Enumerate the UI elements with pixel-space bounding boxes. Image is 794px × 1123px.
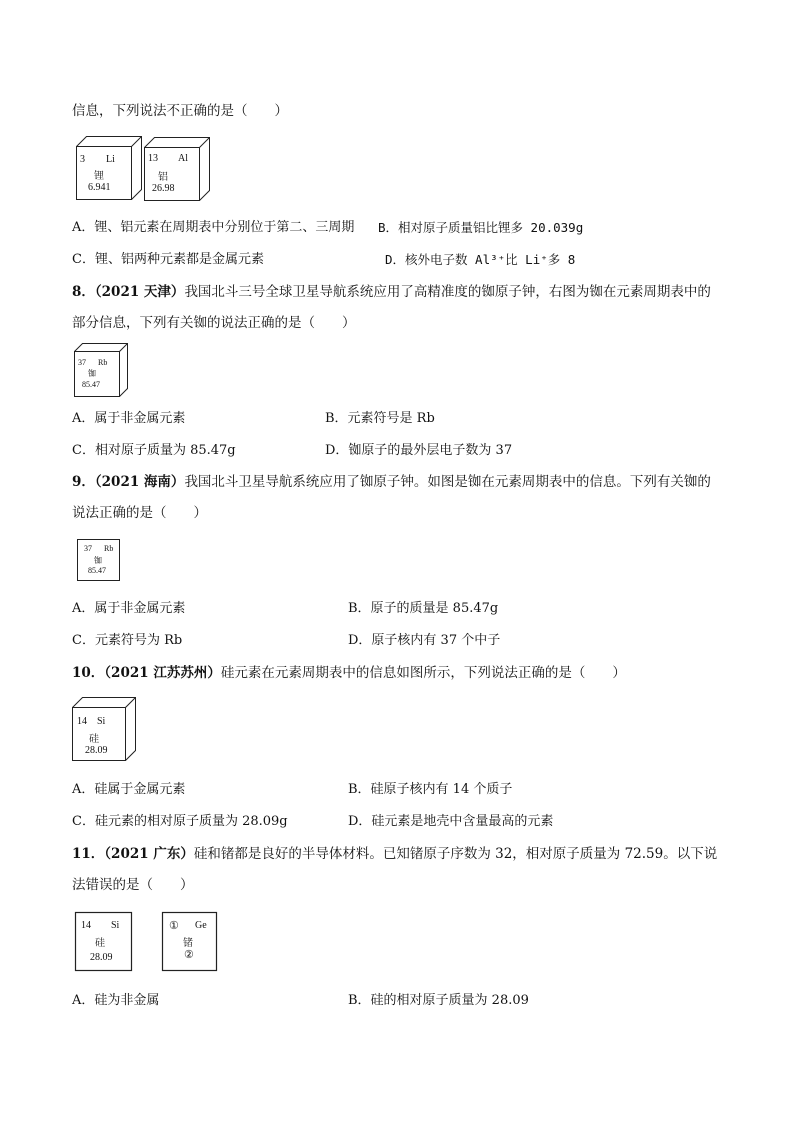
tile-number: 37 [84, 544, 92, 553]
q10-option-c: C．硅元素的相对原子质量为 28.09g [72, 814, 288, 829]
q9-line2: 说法正确的是（ ） [72, 505, 207, 521]
tile-name: 硅 [89, 734, 99, 745]
question-text: 我国北斗卫星导航系统应用了铷原子钟。如图是铷在元素周期表中的信息。下列有关铷的 [184, 474, 711, 490]
tile-symbol: Si [111, 920, 120, 931]
tile-mass: 6.941 [88, 182, 111, 193]
q9-option-b: B．原子的质量是 85.47g [348, 601, 499, 616]
tile-name: 锂 [94, 171, 104, 182]
tile-symbol: Rb [104, 544, 114, 553]
tile-mass: 28.09 [90, 952, 113, 963]
element-tile-ge-flat [162, 912, 218, 972]
question-source: （2021 天津） [94, 284, 185, 300]
tile-name: 铷 [94, 556, 102, 565]
tile-name: 锗 [183, 938, 193, 949]
tile-name: 硅 [95, 938, 105, 949]
tile-number: 14 [77, 716, 87, 727]
tile-number: 13 [148, 153, 158, 164]
tile-number: 37 [78, 358, 86, 367]
q9-option-c: C．元素符号为 Rb [72, 633, 183, 648]
q8-line1 [72, 283, 711, 301]
element-tile-si [72, 697, 138, 763]
q10-option-b: B．硅原子核内有 14 个质子 [348, 782, 513, 797]
q9-option-a: A．属于非金属元素 [72, 601, 186, 616]
q8-line2: 部分信息，下列有关铷的说法正确的是（ ） [72, 315, 356, 331]
q7-option-d: D．核外电子数 Al³⁺比 Li⁺多 8 [385, 252, 576, 267]
question-number: 11． [72, 846, 105, 862]
q8-option-d: D．铷原子的最外层电子数为 37 [325, 443, 513, 458]
tile-name: 铝 [158, 172, 168, 183]
tile-symbol: Li [106, 154, 115, 165]
element-tile-si-flat [75, 912, 133, 972]
tile-symbol: Al [178, 153, 188, 164]
tile-box-li [76, 136, 146, 200]
tile-mass: 85.47 [82, 380, 100, 389]
q8-option-a: A．属于非金属元素 [72, 411, 186, 426]
tile-number: ① [169, 920, 179, 932]
question-text: 硅元素在元素周期表中的信息如图所示，下列说法正确的是（ ） [220, 665, 626, 681]
q9-option-d: D．原子核内有 37 个中子 [348, 633, 501, 648]
question-text: 我国北斗三号全球卫星导航系统应用了高精准度的铷原子钟，右图为铷在元素周期表中的 [184, 284, 711, 300]
question-number: 9． [72, 474, 95, 490]
q11-option-b: B．硅的相对原子质量为 28.09 [348, 993, 529, 1008]
q8-option-b: B．元素符号是 Rb [325, 411, 435, 426]
question-source: （2021 广东） [104, 846, 194, 862]
question-number: 10． [72, 665, 105, 681]
q11-line1 [72, 845, 717, 863]
tile-number: 14 [81, 920, 91, 931]
tile-mass: 28.09 [85, 745, 108, 756]
q7-option-c: C．锂、铝两种元素都是金属元素 [72, 252, 264, 267]
q8-option-c: C．相对原子质量为 85.47g [72, 443, 236, 458]
q10-option-a: A．硅属于金属元素 [72, 782, 186, 797]
element-tile-li [76, 136, 146, 200]
q9-line1 [72, 473, 711, 491]
question-number: 8． [72, 284, 95, 300]
tile-mass: 26.98 [152, 183, 175, 194]
tile-symbol: Si [97, 716, 106, 727]
question-text: 硅和锗都是良好的半导体材料。已知锗原子序数为 32，相对原子质量为 72.59。以下说 [193, 846, 718, 862]
tile-name: 铷 [88, 369, 96, 378]
q11-option-a: A．硅为非金属 [72, 993, 160, 1008]
q11-line2: 法错误的是（ ） [72, 877, 194, 893]
element-tile-rb-flat [77, 539, 121, 582]
element-tile-al [144, 137, 214, 201]
q10-option-d: D．硅元素是地壳中含量最高的元素 [348, 814, 554, 829]
q7-option-b: B．相对原子质量铝比锂多 20.039g [378, 220, 584, 235]
element-tile-rb [74, 343, 130, 397]
q7-option-a: A．锂、铝元素在周期表中分别位于第二、三周期 [72, 220, 355, 235]
tile-symbol: Rb [98, 358, 108, 367]
tile-symbol: Ge [195, 920, 207, 931]
q10-line1 [72, 664, 626, 682]
tile-number: 3 [80, 154, 85, 165]
q7-stem-tail: 信息，下列说法不正确的是（ ） [72, 103, 288, 119]
tile-mass: 85.47 [88, 566, 106, 575]
question-source: （2021 江苏苏州） [104, 665, 221, 681]
tile-mass: ② [184, 949, 194, 961]
question-source: （2021 海南） [94, 474, 185, 490]
